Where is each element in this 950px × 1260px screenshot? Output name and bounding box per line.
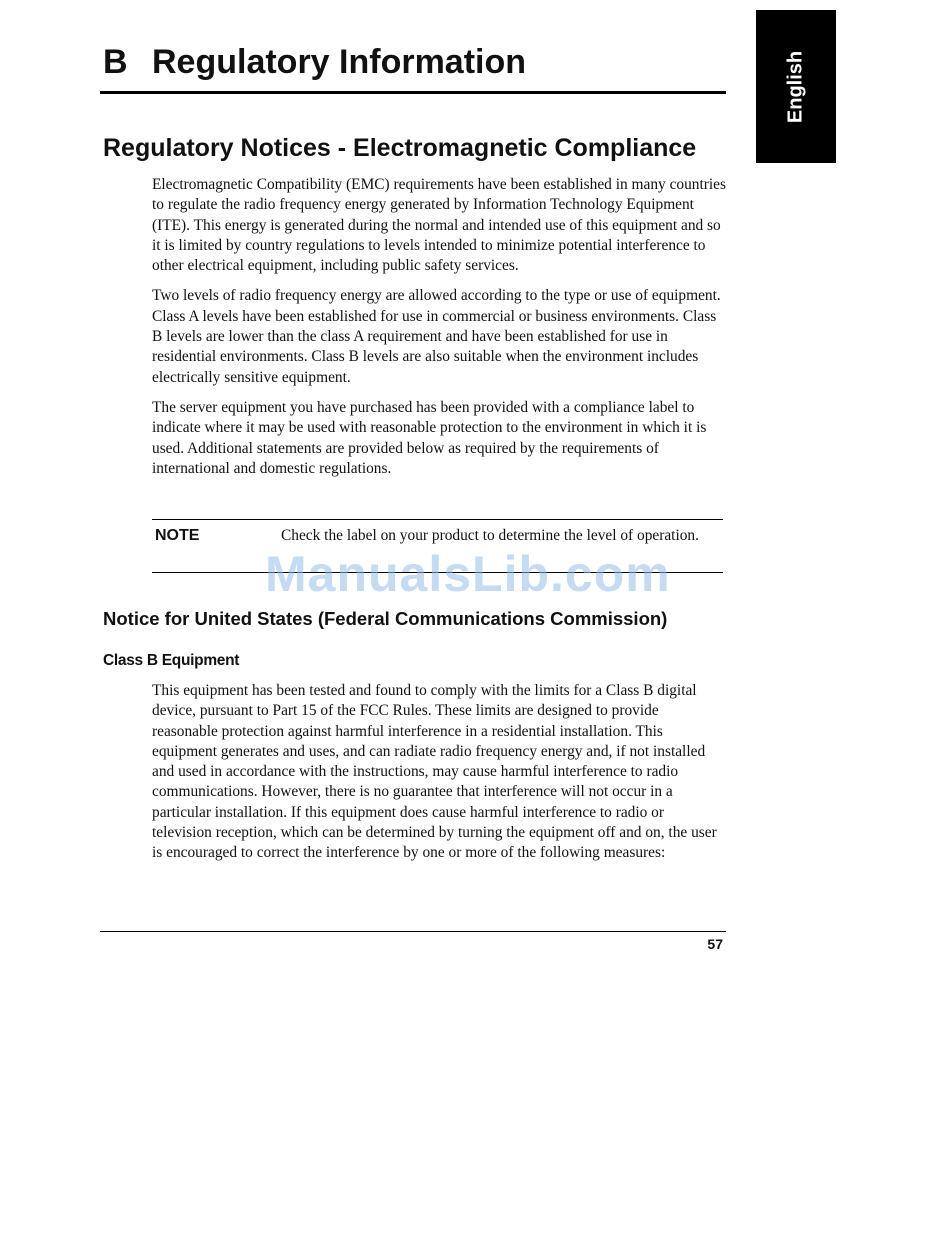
footer-rule bbox=[100, 931, 726, 932]
language-tab bbox=[756, 10, 836, 163]
page-number: 57 bbox=[707, 936, 723, 952]
section-paragraph-2: Two levels of radio frequency energy are allowed according to the type or use of equipment. Class A levels have been established for use in commercial or business environments. Class B levels are lower than the class A requirement and have been established for use in residential environments. Class B levels are also suitable when the environment includes electrically sensitive equipment. bbox=[152, 287, 721, 386]
title-rule bbox=[100, 91, 726, 94]
subsection-body bbox=[152, 681, 726, 874]
subsection-subheading: Class B Equipment bbox=[103, 652, 240, 669]
subsection-title: Notice for United States (Federal Communications Commission) bbox=[103, 608, 668, 629]
chapter-title: Regulatory Information bbox=[152, 43, 527, 81]
note-label: NOTE bbox=[155, 527, 200, 544]
subsection-paragraph: This equipment has been tested and found to comply with the limits for a Class B digital device, pursuant to Part 15 of the FCC Rules. These limits are designed to provide reasonable protection against harmful interference in a residential installation. This equipment generates and uses, and can radiate radio frequency energy and, if not installed and used in accordance with the instructions, may cause harmful interference to radio communications. However, there is no guarantee that interference will not occur in a particular installation. If this equipment does cause harmful interference to radio or television reception, which can be determined by turning the equipment off and on, the user is encouraged to correct the interference by one or more of the following measures: bbox=[152, 682, 717, 862]
language-tab-label: English bbox=[784, 50, 807, 123]
section-title: Regulatory Notices - Electromagnetic Compliance bbox=[103, 134, 697, 162]
section-body bbox=[152, 175, 726, 489]
note-top-rule bbox=[152, 519, 723, 520]
note-text: Check the label on your product to determine the level of operation. bbox=[281, 527, 699, 544]
section-paragraph-3: The server equipment you have purchased has been provided with a compliance label to indicate where it may be used with reasonable protection to the environment in which it is used. Additional statements are provided below as required by the requirements of international and domestic regulations. bbox=[152, 398, 707, 477]
watermark: ManualsLib.com bbox=[265, 546, 671, 602]
chapter-letter: B bbox=[103, 43, 128, 81]
section-paragraph-1: Electromagnetic Compatibility (EMC) requirements have been established in many countries to regulate the radio frequency energy generated by Information Technology Equipment (ITE). This energy is generated during the normal and intended use of this equipment and so it is limited by country regulations to levels intended to minimize potential interference to other electrical equipment, including public safety services. bbox=[152, 176, 726, 275]
